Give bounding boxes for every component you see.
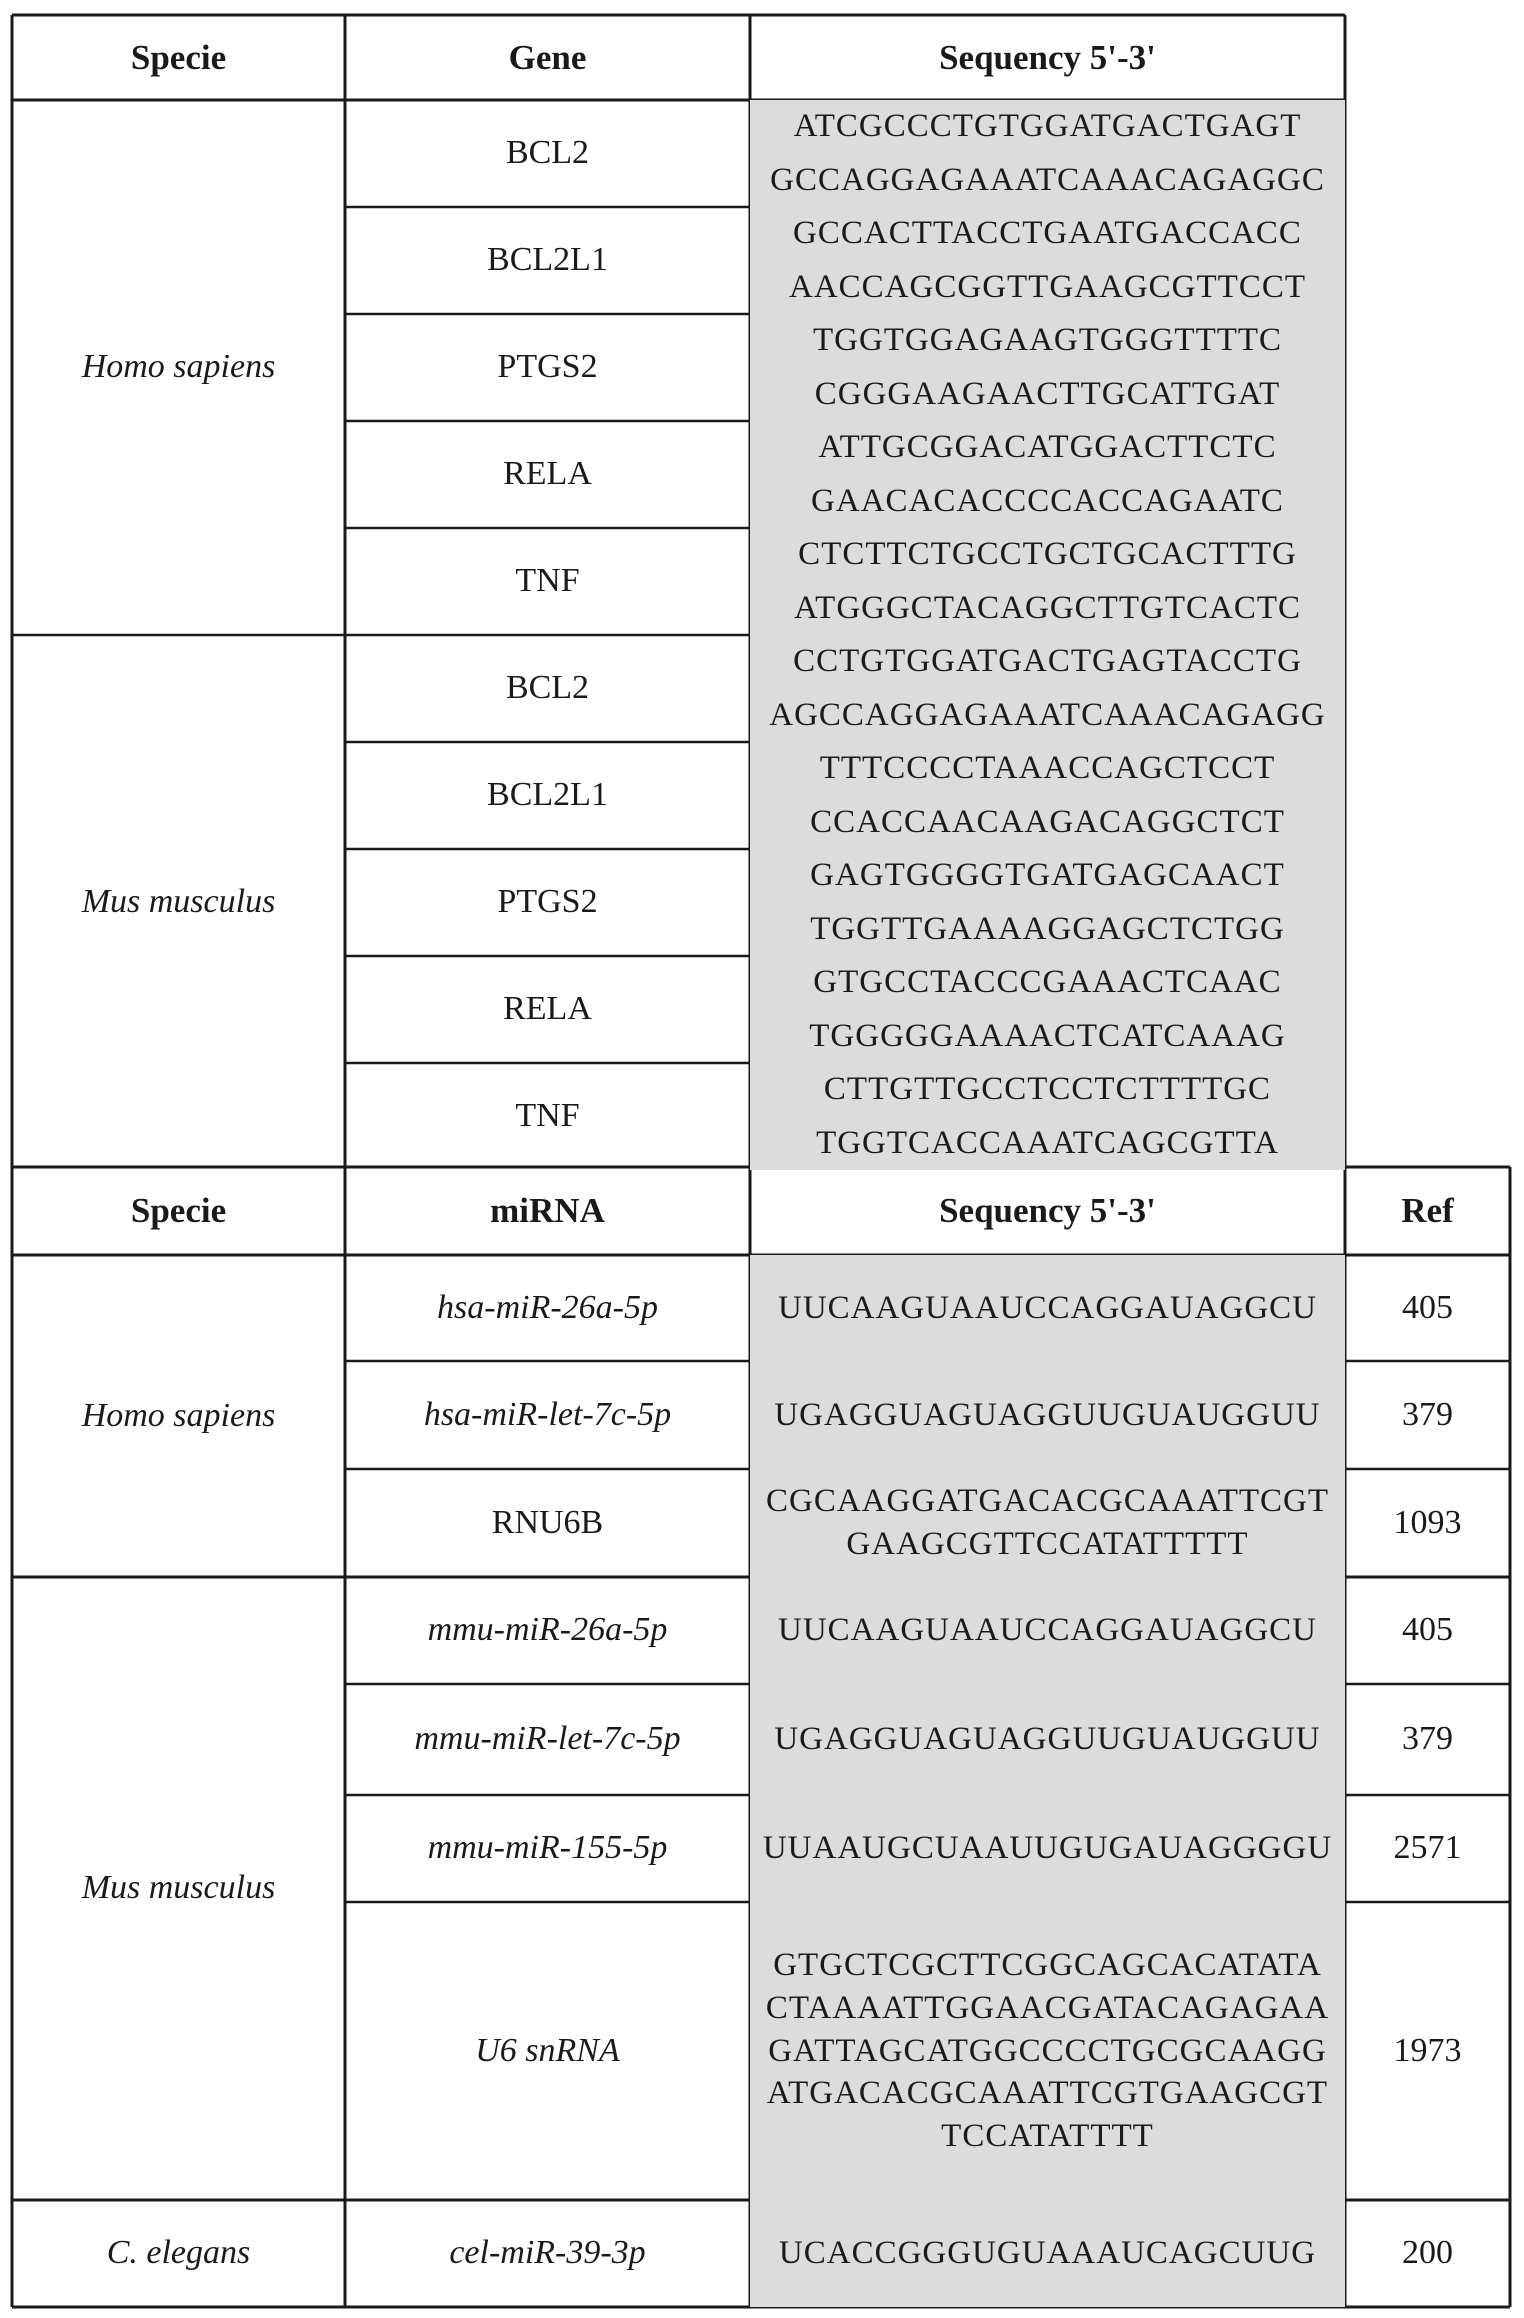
sequence-cell: UGAGGUAGUAGGUUGUAUGGUU [750,1361,1345,1469]
sequence-cell: AGCCAGGAGAAATCAAACAGAGG [750,689,1345,743]
sequence-cell: UUCAAGUAAUCCAGGAUAGGCU [750,1255,1345,1361]
sequence-cell: UUCAAGUAAUCCAGGAUAGGCU [750,1577,1345,1684]
mirna-cell: mmu-miR-let-7c-5p [414,1720,681,1758]
ref-cell: 200 [1402,2234,1453,2272]
sequence-cell-line: TCCATATTTT [941,2118,1154,2155]
sequence-cell: UCACCGGGUGUAAAUCAGCUUG [750,2200,1345,2307]
header-species: Specie [130,37,227,77]
ref-cell: 1973 [1393,2031,1462,2069]
header-ref: Ref [1401,1191,1454,1231]
gene-cell: BCL2 [505,134,590,172]
sequence-cell [750,1902,1345,2200]
gene-cell: PTGS2 [497,348,598,386]
species-cell: Mus musculus [81,1869,276,1907]
species-cell: Homo sapiens [81,1396,276,1434]
sequence-cell: TTTCCCCTAAACCAGCTCCT [750,742,1345,796]
sequence-cell: ATGGGCTACAGGCTTGTCACTC [750,582,1345,636]
mirna-cell: U6 snRNA [475,2031,620,2069]
header-sequence: Sequency 5'-3' [939,37,1156,77]
sequence-cell-line: ATGACACGCAAATTCGTGAAGCGT [766,2075,1329,2112]
sequence-cell-line: GTGCTCGCTTCGGCAGCACATATA [773,1946,1322,1983]
sequence-cell: TGGTTGAAAAGGAGCTCTGG [750,903,1345,957]
sequence-cell-line: GATTAGCATGGCCCCTGCGCAAGG [768,2032,1327,2069]
gene-cell: RELA [503,455,592,493]
sequence-cell-line: CGCAAGGATGACACGCAAATTCGT [765,1483,1330,1520]
sequence-cell: GAGTGGGGTGATGAGCAACT [750,849,1345,903]
sequence-cell: CTTGTTGCCTCCTCTTTTGC [750,1063,1345,1117]
ref-cell: 405 [1402,1288,1453,1326]
sequence-cell: TGGTCACCAAATCAGCGTTA [750,1117,1345,1171]
sequence-cell: GCCACTTACCTGAATGACCACC [750,207,1345,261]
sequence-cell: CCTGTGGATGACTGAGTACCTG [750,635,1345,689]
gene-cell: RELA [503,990,592,1028]
sequence-cell: GTGCCTACCCGAAACTCAAC [750,956,1345,1010]
sequence-cell: CTCTTCTGCCTGCTGCACTTTG [750,528,1345,582]
sequence-cell-line: GAAGCGTTCCATATTTTT [846,1526,1249,1562]
sequence-cell: TGGGGGAAAACTCATCAAAG [750,1010,1345,1064]
species-cell: Mus musculus [81,883,276,921]
sequence-cell: TGGTGGAGAAGTGGGTTTTC [750,314,1345,368]
gene-cell: BCL2 [505,669,590,707]
gene-cell: TNF [515,562,580,600]
gene-cell: PTGS2 [497,883,598,921]
sequence-cell: GCCAGGAGAAATCAAACAGAGGC [750,154,1345,208]
mirna-cell: hsa-miR-26a-5p [437,1288,658,1326]
sequence-cell: ATCGCCCTGTGGATGACTGAGT [750,100,1345,154]
ref-cell: 1093 [1393,1503,1462,1541]
gene-cell: TNF [515,1097,580,1135]
sequence-cell: AACCAGCGGTTGAAGCGTTCCT [750,261,1345,315]
sequence-cell: CCACCAACAAGACAGGCTCT [750,796,1345,850]
sequence-cell: UUAAUGCUAAUUGUGAUAGGGGU [750,1795,1345,1902]
sequence-cell-line: CTAAAATTGGAACGATACAGAGAA [765,1989,1330,2026]
header-species: Specie [130,1191,227,1231]
sequence-cell: UGAGGUAGUAGGUUGUAUGGUU [750,1684,1345,1795]
mirna-cell: RNU6B [491,1503,604,1541]
gene-cell: BCL2L1 [487,776,608,814]
header-gene: Gene [508,37,587,77]
sequence-cell: ATTGCGGACATGGACTTCTC [750,421,1345,475]
gene-cell: BCL2L1 [487,241,608,279]
sequence-cell: CGGGAAGAACTTGCATTGAT [750,368,1345,422]
sequence-cell [750,1469,1345,1577]
ref-cell: 405 [1402,1611,1453,1649]
mirna-cell: hsa-miR-let-7c-5p [423,1395,672,1433]
species-cell: Homo sapiens [81,348,276,386]
sequence-cell: GAACACACCCCACCAGAATC [750,475,1345,529]
header-mirna: miRNA [490,1191,605,1231]
mirna-cell: cel-miR-39-3p [449,2234,646,2272]
ref-cell: 379 [1402,1720,1453,1758]
species-cell: C. elegans [106,2234,251,2272]
mirna-cell: mmu-miR-155-5p [427,1829,668,1867]
ref-cell: 2571 [1393,1829,1462,1867]
header-sequence: Sequency 5'-3' [939,1191,1156,1231]
ref-cell: 379 [1402,1395,1453,1433]
mirna-cell: mmu-miR-26a-5p [427,1611,668,1649]
